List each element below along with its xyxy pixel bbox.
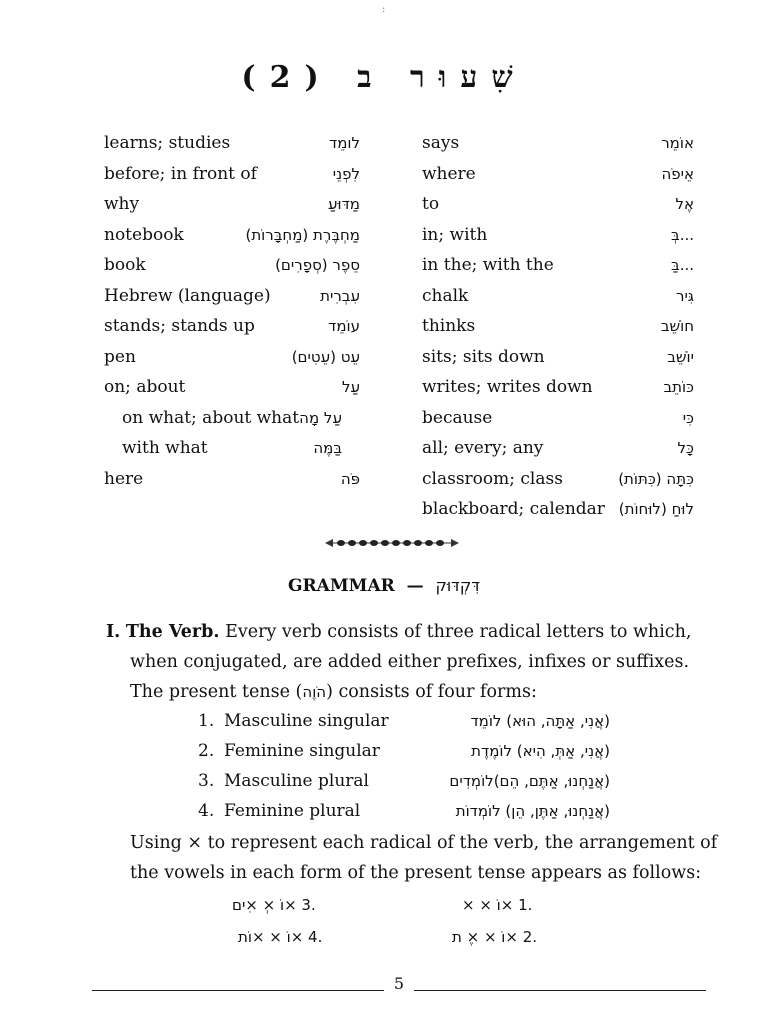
present-forms-list	[198, 706, 618, 826]
vocab-row	[422, 250, 694, 281]
vocab-english: in the; with the	[422, 255, 554, 275]
present-form-row	[198, 796, 618, 826]
present-form-row	[198, 706, 618, 736]
footer-rule-right	[414, 990, 706, 991]
vocab-english: on what; about what	[122, 407, 300, 428]
vocab-hebrew: עֵט (עֵטִים)	[291, 347, 360, 366]
vocab-english: says	[422, 133, 460, 153]
vocab-row	[104, 281, 360, 312]
form-number: 2.	[198, 741, 215, 761]
vocab-hebrew: כּוֹתֵב	[663, 378, 694, 396]
vocab-hebrew: גִּיר	[675, 286, 694, 305]
form-english: Masculine plural	[224, 771, 369, 791]
form-hebrew: (אֲנַחְנוּ, אַתֶּן, הֵן) לוֹמְדוֹת	[455, 802, 610, 820]
vocab-row	[422, 159, 694, 190]
vocab-column-right	[422, 128, 694, 525]
vocab-row	[104, 403, 360, 434]
verb-line-2: when conjugated, are added either prefixes, infixes or suffixes.	[130, 652, 690, 672]
top-dot: :	[382, 4, 386, 15]
form-english: Feminine singular	[224, 741, 380, 761]
vocab-row	[104, 220, 360, 251]
vocab-hebrew: עִבְרִית	[320, 286, 360, 305]
verb-section	[106, 617, 706, 707]
ornament-divider	[325, 538, 459, 548]
vocab-hebrew: סֵפֶר (סְפָרִים)	[275, 256, 360, 274]
vocab-english: classroom; class	[422, 468, 563, 489]
pattern-4: .4 ×וֹ × ×וֹת	[238, 928, 323, 946]
section-number: I.	[106, 622, 121, 642]
vocab-hebrew: כָּל	[677, 439, 694, 457]
form-hebrew: (אֲנִי, אַתָּה, הוּא) לוֹמֵד	[470, 712, 610, 730]
vocab-english: on; about	[104, 377, 186, 397]
form-hebrew: (אֲנִי, אַתְּ, הִיא) לוֹמֶדֶת	[471, 742, 610, 760]
vocab-row	[422, 128, 694, 159]
vocab-english: with what	[122, 438, 208, 458]
vocab-hebrew: יוֹשֵׁב	[667, 347, 694, 366]
grammar-heading-he: דִּקְדּוּק	[435, 576, 480, 595]
vocab-row	[104, 250, 360, 281]
vocab-english: why	[104, 194, 140, 214]
vocab-english: stands; stands up	[104, 316, 255, 336]
vocab-english: notebook	[104, 224, 184, 245]
section-title: The Verb.	[125, 622, 220, 642]
vocab-english: learns; studies	[104, 133, 231, 153]
form-number: 1.	[198, 711, 215, 731]
vocab-row	[422, 342, 694, 373]
vocab-hebrew: ...בַּ	[671, 256, 694, 274]
vocab-english: pen	[104, 346, 136, 367]
vocab-row	[422, 281, 694, 312]
pattern-2: .2 ×וֹ × ×ֶ ת	[452, 928, 538, 946]
vocab-hebrew: ...בְּ	[671, 225, 694, 244]
page-number: 5	[393, 974, 405, 993]
vocab-hebrew: לומֵד	[329, 134, 360, 152]
vocab-hebrew: אוֹמֵר	[661, 134, 694, 152]
form-english: Feminine plural	[224, 801, 361, 821]
vocab-column-left	[104, 128, 360, 494]
grammar-heading-dash: —	[406, 576, 424, 596]
vocab-english: all; every; any	[422, 438, 544, 458]
form-number: 3.	[198, 771, 215, 791]
vocab-hebrew: עַל	[341, 378, 360, 396]
vocab-row	[104, 189, 360, 220]
grammar-heading	[0, 576, 768, 596]
vocab-english: before; in front of	[104, 163, 257, 184]
vocab-row	[104, 311, 360, 342]
vocab-english: book	[104, 255, 146, 275]
form-hebrew: (אֲנַחְנוּ, אַתֶּם, הֵם)לוֹמְדִים	[449, 772, 610, 790]
form-number: 4.	[198, 801, 215, 821]
pattern-1: .1 ×וֹ × ×	[462, 896, 533, 914]
using-line-2: the vowels in each form of the present tense appears as follows:	[130, 863, 702, 883]
vocab-row	[422, 220, 694, 251]
vocab-row	[104, 464, 360, 495]
vocab-row	[422, 403, 694, 434]
vocab-english: blackboard; calendar	[422, 499, 605, 519]
vocab-hebrew: אֵיפֹה	[661, 164, 694, 183]
vocab-english: where	[422, 163, 476, 184]
using-paragraph	[130, 828, 718, 888]
vocab-hebrew: מַדּוּעַ	[328, 195, 360, 213]
vocab-hebrew: אֶל	[675, 195, 694, 213]
vocab-hebrew: מַחְבֶּרֶת (מַחְבָּרוֹת)	[245, 225, 360, 244]
vocab-hebrew: פֹּה	[340, 469, 360, 488]
verb-line-3-b: ) consists of four forms:	[326, 682, 537, 702]
vocab-row	[104, 342, 360, 373]
verb-line-3-a: The present tense (	[130, 682, 303, 702]
vocab-row	[422, 189, 694, 220]
verb-line-3	[106, 677, 706, 707]
vocab-hebrew: כִּי	[682, 408, 694, 427]
grammar-heading-en: GRAMMAR	[287, 576, 395, 596]
vocab-hebrew: חוֹשֵׁב	[660, 317, 694, 335]
vocab-hebrew: עַל מָה	[299, 408, 342, 427]
present-tense-he: הֹוֶה	[302, 683, 327, 701]
vocab-row	[422, 494, 694, 525]
present-form-row	[198, 736, 618, 766]
vocab-english: here	[104, 468, 144, 489]
vocab-row	[104, 433, 360, 464]
vocab-english: in; with	[422, 224, 488, 245]
vocab-row	[104, 128, 360, 159]
vocab-english: writes; writes down	[422, 377, 593, 397]
vocab-hebrew: כִּתָּה (כִּתּוֹת)	[618, 469, 694, 488]
vocab-english: thinks	[422, 316, 476, 336]
vocab-hebrew: לִפְנֵי	[332, 164, 360, 183]
vocab-english: chalk	[422, 285, 469, 306]
verb-line-1-text: Every verb consists of three radical letters to which,	[225, 622, 692, 642]
pattern-3: .3 ×וֹ ×ְ ×ִים	[232, 896, 316, 914]
vocab-row	[422, 464, 694, 495]
footer-rule-left	[92, 990, 384, 991]
vocab-hebrew: לוּחַ (לוּחוֹת)	[618, 500, 694, 518]
lesson-title: שִׁעוּר ב (2)	[241, 60, 527, 95]
vocab-row	[422, 311, 694, 342]
form-english: Masculine singular	[224, 711, 389, 731]
vocab-hebrew: בַּמֶּה	[313, 439, 342, 457]
vocab-row	[104, 372, 360, 403]
vocab-row	[104, 159, 360, 190]
verb-line-1	[106, 617, 706, 647]
vocab-row	[422, 433, 694, 464]
using-line-1: Using × to represent each radical of the verb, the arrangement of	[130, 833, 718, 853]
vocab-row	[422, 372, 694, 403]
present-form-row	[198, 766, 618, 796]
vocab-english: to	[422, 194, 440, 214]
vocab-hebrew: עוֹמֵד	[328, 317, 360, 335]
vocab-english: because	[422, 407, 493, 428]
vocab-english: sits; sits down	[422, 346, 545, 367]
vocab-english: Hebrew (language)	[104, 285, 271, 306]
